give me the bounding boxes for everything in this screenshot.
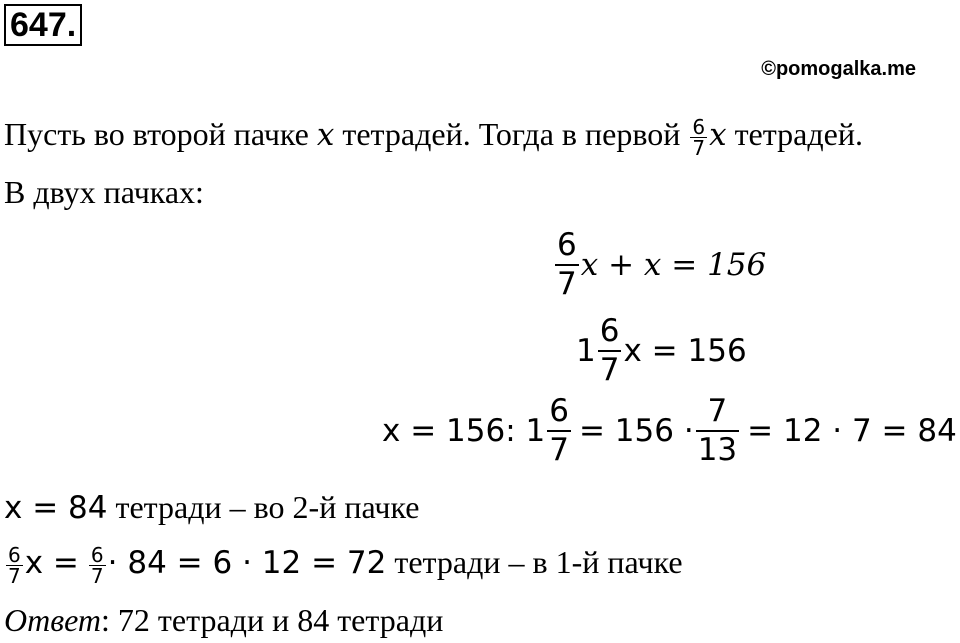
eq2-fraction <box>598 313 622 388</box>
equation-1 <box>553 227 767 302</box>
eq1-den: 7 <box>557 266 577 302</box>
eq3-fraction-2 <box>696 393 739 468</box>
answer-text: : 72 тетради и 84 тетради <box>101 602 444 638</box>
eq1-fraction <box>555 227 579 302</box>
problem-number: 647. <box>4 4 82 46</box>
watermark: ©pomogalka.me <box>761 58 916 80</box>
equation-2 <box>576 313 747 388</box>
first-pack-math-2: · 84 = 6 · 12 = 72 <box>107 545 387 581</box>
eq3-den2: 13 <box>697 432 738 468</box>
eq1-rest: x + x = 156 <box>580 247 767 283</box>
first-pack-fraction-2 <box>89 543 106 589</box>
second-pack-math: x = 84 <box>4 490 108 526</box>
intro-var-x2: x <box>709 117 727 153</box>
eq3-num2: 7 <box>707 393 728 429</box>
first-pack-line <box>4 542 683 589</box>
first-pack-num1: 6 <box>8 543 21 568</box>
equation-3 <box>382 393 957 468</box>
intro-text-3: тетрадей. <box>734 116 863 152</box>
eq3-num1: 6 <box>549 393 569 429</box>
first-pack-den2: 7 <box>90 564 104 589</box>
intro-frac-num: 6 <box>692 115 706 140</box>
first-pack-num2: 6 <box>90 543 104 568</box>
intro-text-2: тетрадей. Тогда в первой <box>342 116 681 152</box>
eq2-rest: x = 156 <box>623 333 747 369</box>
intro-line <box>4 114 863 161</box>
first-pack-text: тетради – в 1-й пачке <box>394 544 683 580</box>
intro-text-1: Пусть во второй пачке <box>4 116 309 152</box>
second-pack-line <box>4 487 419 528</box>
eq2-whole: 1 <box>576 333 596 369</box>
eq3-den1: 7 <box>549 432 569 468</box>
eq3-lhs: x = 156: 1 <box>382 413 546 449</box>
intro-var-x: x <box>316 117 335 153</box>
answer-line <box>4 600 443 640</box>
eq3-mid: = 156 · <box>578 413 694 449</box>
eq3-fraction-1 <box>547 393 571 468</box>
eq1-num: 6 <box>557 227 577 263</box>
second-pack-text: тетради – во 2-й пачке <box>115 489 420 525</box>
answer-label: Ответ <box>4 602 101 638</box>
two-packs-line: В двух пачках: <box>4 174 204 210</box>
first-pack-den1: 7 <box>8 564 21 589</box>
eq2-num: 6 <box>599 313 620 349</box>
intro-fraction <box>690 115 707 161</box>
eq2-den: 7 <box>599 352 620 388</box>
first-pack-fraction-1 <box>6 543 23 589</box>
intro-frac-den: 7 <box>692 136 706 161</box>
first-pack-math-1: x = <box>24 545 79 581</box>
eq3-rhs: = 12 · 7 = 84 <box>747 413 957 449</box>
